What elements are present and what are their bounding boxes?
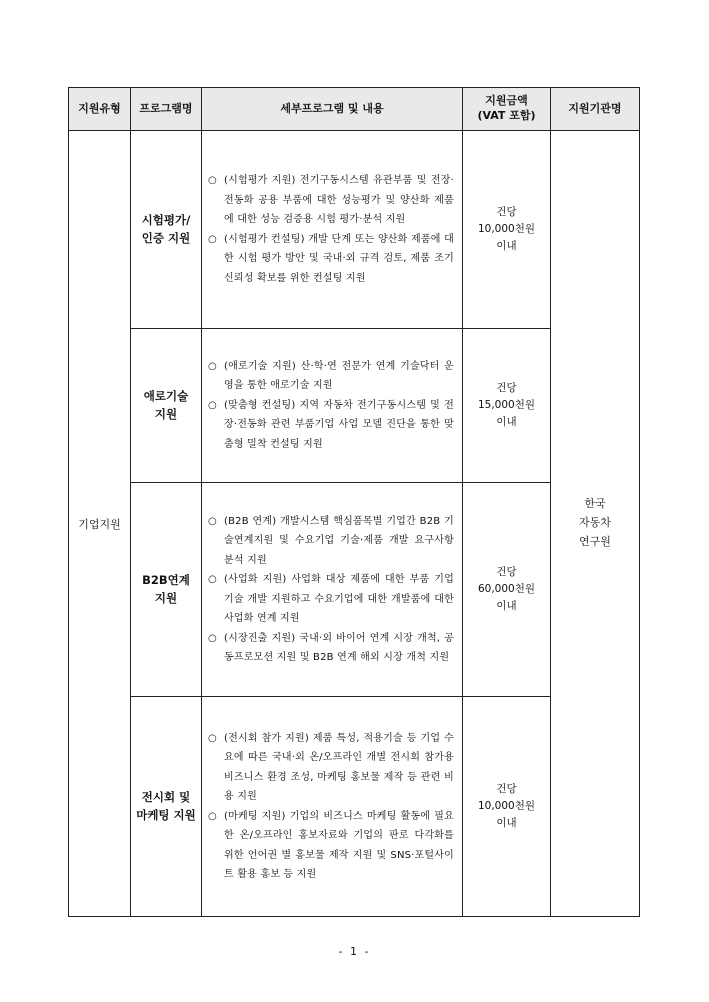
page-number: - 1 -	[338, 945, 371, 958]
amount-line: 10,000천원	[477, 800, 536, 813]
program-name-line: 지원	[154, 590, 178, 605]
detail-cell	[202, 697, 463, 917]
bullet-circle-icon: ○	[208, 732, 217, 744]
detail-item-text: (시험평가 지원) 전기구동시스템 유관부품 및 전장·전동화 공용 부품에 대한 성능평가 및 양산화 제품에 대한 성능 검증용 시험 평가·분석 지원	[224, 175, 454, 225]
amount-line: 이내	[496, 415, 517, 428]
header-type: 지원유형	[69, 88, 131, 131]
detail-item	[208, 570, 454, 629]
detail-item-text: (B2B 연계) 개발시스템 핵심품목별 기업간 B2B 기술연계지원 및 수요기업 기술·제품 개발 요구사항 분석 지원	[224, 515, 454, 566]
detail-item	[208, 396, 454, 455]
detail-item-text: (시험평가 컨설팅) 개발 단계 또는 양산화 제품에 대한 시험 평가 방안 및 국내·외 규격 검토, 제품 조기 신뢰성 확보를 위한 컨설팅 지원	[224, 233, 454, 284]
program-table	[68, 87, 640, 917]
table-row	[69, 131, 640, 329]
detail-item	[208, 807, 454, 885]
program-name-line: 지원	[154, 406, 178, 421]
header-org: 지원기관명	[551, 88, 640, 131]
amount-cell	[463, 131, 551, 329]
program-name-line: 전시회 및	[141, 789, 191, 804]
header-amount-line1: 지원금액	[485, 94, 528, 108]
detail-cell	[202, 483, 463, 697]
program-name-line: 마케팅 지원	[136, 807, 196, 822]
support-type-cell: 기업지원	[69, 131, 131, 917]
amount-line: 이내	[496, 816, 517, 829]
detail-item-text: (마케팅 지원) 기업의 비즈니스 마케팅 활동에 필요한 온/오프라인 홍보자료와 기업의 판로 다각화를 위한 언어권 별 홍보물 제작 지원 및 SNS·포털사이트 활용 홍보 등 지원	[224, 810, 454, 880]
program-name-line: 인증 지원	[141, 230, 191, 245]
amount-cell	[463, 329, 551, 483]
detail-item	[208, 171, 454, 230]
program-name-line: 애로기술	[143, 388, 189, 403]
bullet-circle-icon: ○	[208, 632, 217, 644]
header-row	[69, 88, 640, 131]
amount-line: 이내	[496, 239, 517, 252]
bullet-circle-icon: ○	[208, 515, 217, 527]
program-name-line: B2B연계	[142, 572, 190, 587]
detail-cell	[202, 131, 463, 329]
detail-item-text: (전시회 참가 지원) 제품 특성, 적용기술 등 기업 수요에 따른 국내·외 온/오프라인 개별 전시회 참가용 비즈니스 환경 조성, 마케팅 홍보물 제작 등 관련 비용 지원	[224, 732, 454, 802]
program-name-cell	[131, 131, 202, 329]
amount-line: 건당	[496, 783, 517, 796]
bullet-circle-icon: ○	[208, 399, 217, 411]
program-name-cell	[131, 329, 202, 483]
detail-item	[208, 629, 454, 668]
detail-cell	[202, 329, 463, 483]
amount-cell	[463, 697, 551, 917]
amount-line: 10,000천원	[477, 223, 536, 236]
detail-item-text: (시장진출 지원) 국내·외 바이어 연계 시장 개척, 공동프로모션 지원 및 B2B 연계 해외 시장 개척 지원	[224, 632, 454, 663]
bullet-circle-icon: ○	[208, 810, 217, 822]
amount-line: 60,000천원	[477, 583, 536, 596]
header-detail: 세부프로그램 및 내용	[202, 88, 463, 131]
org-line: 한국	[584, 497, 606, 511]
org-line: 연구원	[579, 534, 611, 548]
detail-item-text: (맞춤형 컨설팅) 지역 자동차 전기구동시스템 및 전장·전동화 관련 부품기업 사업 모델 진단을 통한 맞춤형 밀착 컨설팅 지원	[224, 399, 454, 450]
header-program: 프로그램명	[131, 88, 202, 131]
bullet-circle-icon: ○	[208, 233, 217, 245]
bullet-circle-icon: ○	[208, 574, 217, 585]
bullet-circle-icon: ○	[208, 175, 217, 186]
org-line: 자동차	[579, 516, 611, 530]
bullet-circle-icon: ○	[208, 360, 217, 372]
amount-line: 15,000천원	[477, 399, 536, 412]
detail-item-text: (사업화 지원) 사업화 대상 제품에 대한 부품 기업 기술 개발 지원하고 수요기업에 대한 개발품에 대한 사업화 연계 지원	[224, 574, 454, 624]
detail-item	[208, 512, 454, 571]
amount-line: 이내	[496, 599, 517, 612]
program-name-cell	[131, 697, 202, 917]
amount-cell	[463, 483, 551, 697]
detail-item	[208, 230, 454, 289]
header-amount-line2: (VAT 포함)	[477, 109, 536, 122]
org-cell	[551, 131, 640, 917]
program-name-line: 시험평가/	[141, 212, 191, 227]
amount-line: 건당	[496, 206, 517, 219]
detail-item	[208, 729, 454, 807]
amount-line: 건당	[496, 566, 517, 579]
detail-item-text: (애로기술 지원) 산·학·연 전문가 연계 기술닥터 운영을 통한 애로기술 지원	[224, 360, 454, 392]
header-amount	[463, 88, 551, 131]
amount-line: 건당	[496, 382, 517, 395]
program-name-cell	[131, 483, 202, 697]
detail-item	[208, 357, 454, 396]
